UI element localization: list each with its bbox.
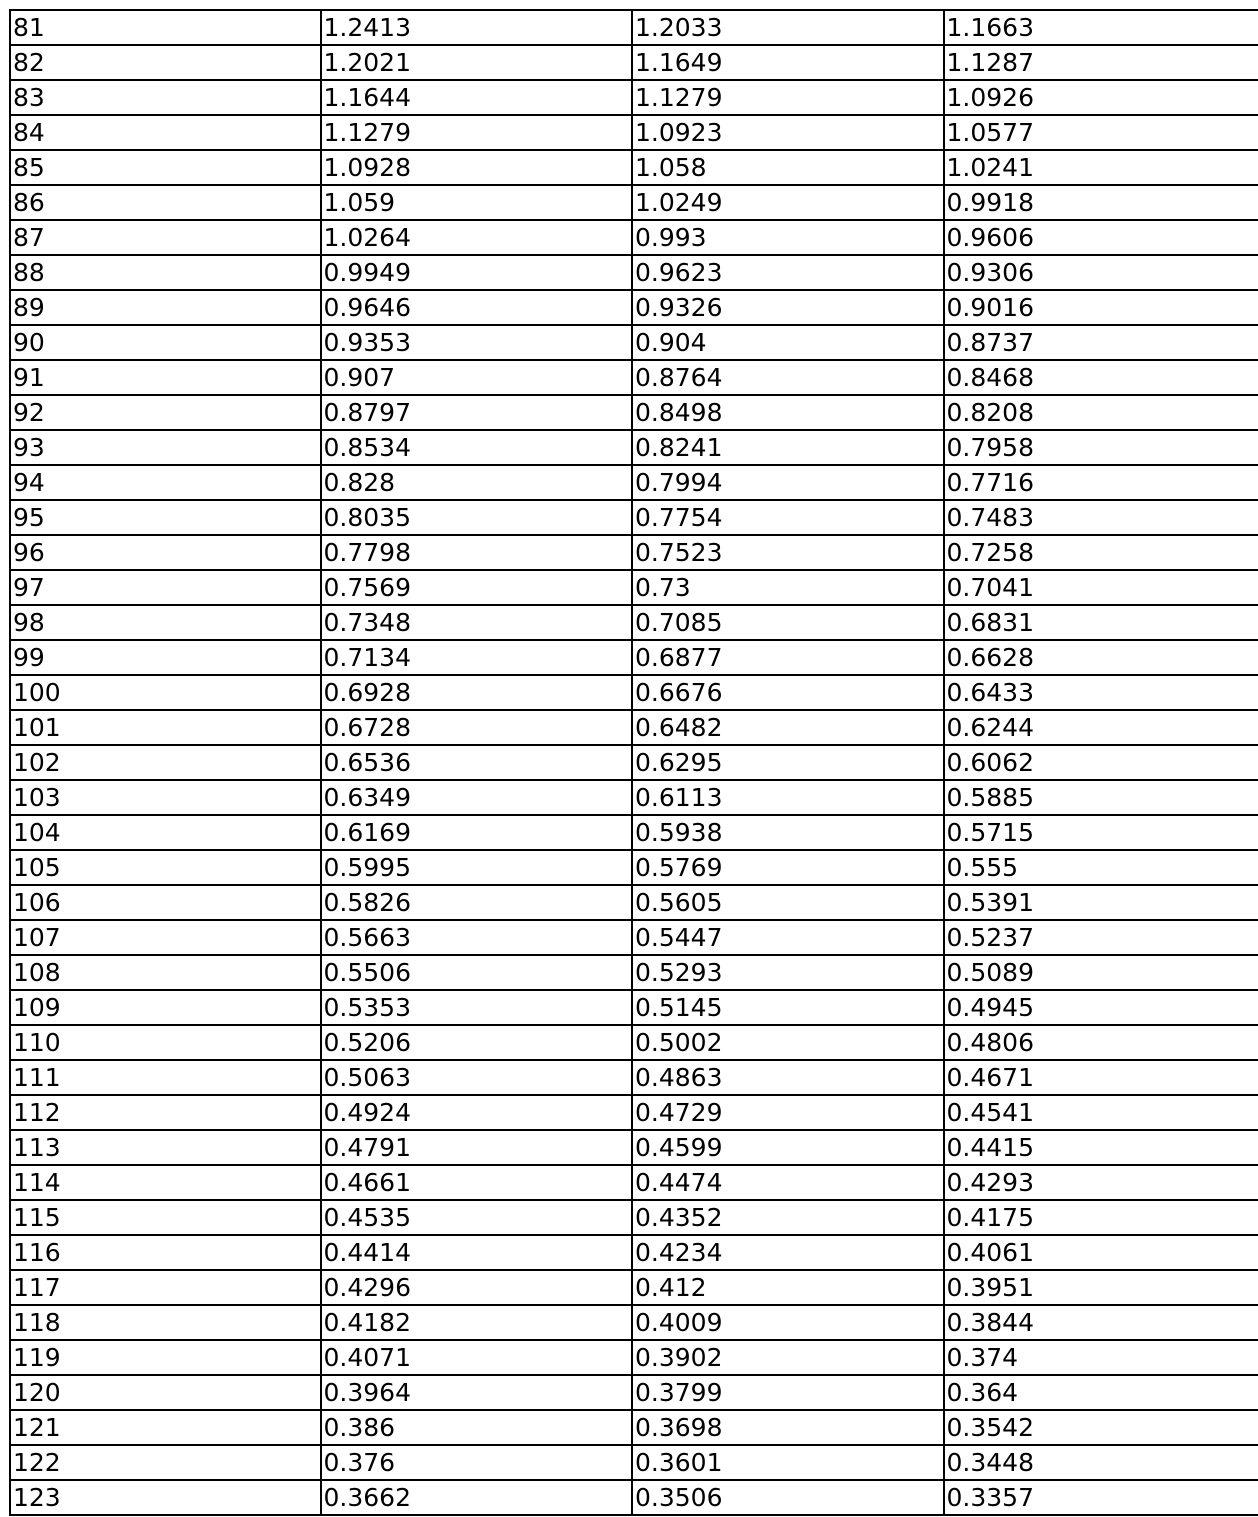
table-row	[11, 1096, 1258, 1131]
table-cell[interactable]: 0.8534	[322, 431, 634, 464]
table-cell[interactable]: 0.3698	[633, 1411, 945, 1444]
table-cell[interactable]: 0.9606	[946, 223, 1034, 252]
data-table	[9, 9, 1258, 1516]
table-cell[interactable]: 102	[11, 746, 322, 779]
table-cell[interactable]: 0.4791	[322, 1131, 634, 1164]
table-cell[interactable]: 0.4414	[322, 1236, 634, 1269]
table-cell[interactable]: 0.386	[322, 1411, 634, 1444]
table-cell[interactable]: 0.5715	[946, 818, 1034, 847]
table-cell[interactable]: 104	[11, 816, 322, 849]
table-row	[11, 256, 1258, 291]
table-row	[11, 431, 1258, 466]
table-cell[interactable]: 0.3601	[633, 1446, 945, 1479]
table-cell[interactable]: 0.5506	[322, 956, 634, 989]
table-cell[interactable]: 0.6113	[633, 781, 945, 814]
table-row	[11, 46, 1258, 81]
table-cell[interactable]: 0.4924	[322, 1096, 634, 1129]
table-cell[interactable]: 0.7569	[322, 571, 634, 604]
table-cell[interactable]: 1.2021	[322, 46, 634, 79]
table-cell[interactable]: 119	[11, 1341, 322, 1374]
table-cell[interactable]: 0.4599	[633, 1131, 945, 1164]
table-cell[interactable]: 0.5885	[946, 783, 1034, 812]
table-cell[interactable]: 0.5391	[946, 888, 1034, 917]
table-cell[interactable]: 0.3951	[946, 1273, 1034, 1302]
table-cell[interactable]: 0.4234	[633, 1236, 945, 1269]
table-cell[interactable]: 0.4945	[946, 993, 1034, 1022]
table-cell[interactable]: 1.0577	[946, 118, 1034, 147]
table-cell[interactable]: 91	[11, 361, 322, 394]
table-cell[interactable]: 0.5769	[633, 851, 945, 884]
table-cell[interactable]: 0.5995	[322, 851, 634, 884]
table-cell[interactable]: 87	[11, 221, 322, 254]
table-row	[11, 1061, 1258, 1096]
table-cell[interactable]: 0.7348	[322, 606, 634, 639]
table-cell[interactable]: 0.4293	[946, 1168, 1034, 1197]
table-cell[interactable]: 0.8764	[633, 361, 945, 394]
table-row	[11, 921, 1258, 956]
table-cell[interactable]: 100	[11, 676, 322, 709]
table-cell[interactable]: 0.3542	[946, 1413, 1034, 1442]
table-cell[interactable]: 0.4863	[633, 1061, 945, 1094]
table-cell[interactable]: 0.5002	[633, 1026, 945, 1059]
table-cell[interactable]: 0.904	[633, 326, 945, 359]
table-cell[interactable]: 114	[11, 1166, 322, 1199]
table-cell[interactable]: 0.993	[633, 221, 945, 254]
table-row	[11, 396, 1258, 431]
table-cell[interactable]: 0.6831	[946, 608, 1034, 637]
table-row	[11, 746, 1258, 781]
table-cell[interactable]: 90	[11, 326, 322, 359]
table-cell[interactable]: 0.376	[322, 1446, 634, 1479]
table-cell[interactable]: 0.5663	[322, 921, 634, 954]
table-cell[interactable]: 1.0928	[322, 151, 634, 184]
table-cell[interactable]: 97	[11, 571, 322, 604]
table-cell[interactable]: 86	[11, 186, 322, 219]
table-cell[interactable]: 0.6628	[946, 643, 1034, 672]
table-row	[11, 501, 1258, 536]
table-cell[interactable]: 0.8498	[633, 396, 945, 429]
table-cell[interactable]: 117	[11, 1271, 322, 1304]
table-cell[interactable]: 0.412	[633, 1271, 945, 1304]
table-cell[interactable]: 0.3662	[322, 1481, 634, 1514]
table-cell[interactable]: 0.6728	[322, 711, 634, 744]
table-cell[interactable]: 107	[11, 921, 322, 954]
table-cell[interactable]: 109	[11, 991, 322, 1024]
table-cell[interactable]: 115	[11, 1201, 322, 1234]
table-cell[interactable]: 0.6062	[946, 748, 1034, 777]
table-cell[interactable]: 0.3448	[946, 1448, 1034, 1477]
table-cell[interactable]: 89	[11, 291, 322, 324]
table-cell[interactable]: 82	[11, 46, 322, 79]
table-cell[interactable]: 0.4535	[322, 1201, 634, 1234]
table-cell[interactable]: 0.828	[322, 466, 634, 499]
table-cell[interactable]: 0.4806	[946, 1028, 1034, 1057]
table-cell[interactable]: 0.6349	[322, 781, 634, 814]
table-cell[interactable]: 0.3902	[633, 1341, 945, 1374]
table-cell[interactable]: 1.1279	[322, 116, 634, 149]
table-cell[interactable]: 83	[11, 81, 322, 114]
table-cell[interactable]: 0.5353	[322, 991, 634, 1024]
table-row	[11, 11, 1258, 46]
table-row	[11, 1131, 1258, 1166]
table-cell[interactable]: 1.059	[322, 186, 634, 219]
table-cell[interactable]: 0.5293	[633, 956, 945, 989]
table-cell[interactable]: 110	[11, 1026, 322, 1059]
table-cell[interactable]: 105	[11, 851, 322, 884]
table-row	[11, 781, 1258, 816]
table-cell[interactable]: 0.4352	[633, 1201, 945, 1234]
table-cell[interactable]: 0.6536	[322, 746, 634, 779]
table-cell[interactable]: 93	[11, 431, 322, 464]
table-cell[interactable]: 0.4175	[946, 1203, 1034, 1232]
table-row	[11, 641, 1258, 676]
table-cell[interactable]: 94	[11, 466, 322, 499]
table-cell[interactable]: 0.6928	[322, 676, 634, 709]
table-cell[interactable]: 0.7085	[633, 606, 945, 639]
table-cell[interactable]: 0.4541	[946, 1098, 1034, 1127]
table-cell[interactable]: 108	[11, 956, 322, 989]
table-cell[interactable]: 0.4296	[322, 1271, 634, 1304]
table-cell[interactable]: 84	[11, 116, 322, 149]
table-row	[11, 1166, 1258, 1201]
table-cell[interactable]: 0.7041	[946, 573, 1034, 602]
table-cell[interactable]: 1.1649	[633, 46, 945, 79]
table-cell[interactable]: 0.4474	[633, 1166, 945, 1199]
table-cell[interactable]: 95	[11, 501, 322, 534]
table-cell[interactable]: 98	[11, 606, 322, 639]
table-cell[interactable]: 0.5447	[633, 921, 945, 954]
table-cell[interactable]: 121	[11, 1411, 322, 1444]
table-cell[interactable]: 0.9949	[322, 256, 634, 289]
table-row	[11, 1306, 1258, 1341]
table-row	[11, 676, 1258, 711]
table-cell[interactable]: 111	[11, 1061, 322, 1094]
table-cell[interactable]: 0.4061	[946, 1238, 1034, 1267]
table-row	[11, 1201, 1258, 1236]
table-row	[11, 956, 1258, 991]
table-cell[interactable]: 1.0923	[633, 116, 945, 149]
table-cell[interactable]: 0.6676	[633, 676, 945, 709]
table-cell[interactable]: 0.4671	[946, 1063, 1034, 1092]
table-cell[interactable]: 0.7258	[946, 538, 1034, 567]
table-row	[11, 1341, 1258, 1376]
table-cell[interactable]: 0.4009	[633, 1306, 945, 1339]
table-cell[interactable]: 0.8737	[946, 328, 1034, 357]
table-cell[interactable]: 0.8797	[322, 396, 634, 429]
table-cell[interactable]: 0.9353	[322, 326, 634, 359]
table-cell[interactable]: 1.1287	[946, 48, 1034, 77]
table-cell[interactable]: 0.6295	[633, 746, 945, 779]
table-cell[interactable]: 0.7958	[946, 433, 1034, 462]
table-row	[11, 361, 1258, 396]
table-cell[interactable]: 0.5605	[633, 886, 945, 919]
table-row	[11, 991, 1258, 1026]
table-row	[11, 81, 1258, 116]
table-cell[interactable]: 0.7134	[322, 641, 634, 674]
table-row	[11, 571, 1258, 606]
table-cell[interactable]: 0.9326	[633, 291, 945, 324]
table-cell[interactable]: 0.4415	[946, 1133, 1034, 1162]
table-cell[interactable]: 0.5938	[633, 816, 945, 849]
table-cell[interactable]: 0.4182	[322, 1306, 634, 1339]
table-cell[interactable]: 1.2033	[633, 11, 945, 44]
table-cell[interactable]: 0.6244	[946, 713, 1034, 742]
table-row	[11, 1376, 1258, 1411]
table-cell[interactable]: 0.5206	[322, 1026, 634, 1059]
table-cell[interactable]: 0.907	[322, 361, 634, 394]
table-cell[interactable]: 0.3357	[946, 1483, 1034, 1512]
table-cell[interactable]: 0.5237	[946, 923, 1034, 952]
table-cell[interactable]: 0.8468	[946, 363, 1034, 392]
table-row	[11, 851, 1258, 886]
table-cell[interactable]: 118	[11, 1306, 322, 1339]
table-cell[interactable]: 103	[11, 781, 322, 814]
table-cell[interactable]: 0.8208	[946, 398, 1034, 427]
table-cell[interactable]: 1.1279	[633, 81, 945, 114]
table-cell[interactable]: 0.3844	[946, 1308, 1034, 1337]
table-cell[interactable]: 113	[11, 1131, 322, 1164]
table-cell[interactable]: 0.3506	[633, 1481, 945, 1514]
table-cell[interactable]: 106	[11, 886, 322, 919]
table-cell[interactable]: 0.364	[946, 1378, 1019, 1407]
table-cell[interactable]: 0.73	[633, 571, 945, 604]
table-cell[interactable]: 0.3964	[322, 1376, 634, 1409]
table-row	[11, 326, 1258, 361]
table-cell[interactable]: 99	[11, 641, 322, 674]
table-row	[11, 1446, 1258, 1481]
table-cell[interactable]: 0.5826	[322, 886, 634, 919]
table-cell[interactable]: 0.555	[946, 853, 1019, 882]
table-cell[interactable]: 1.0241	[946, 153, 1034, 182]
table-cell[interactable]: 1.0249	[633, 186, 945, 219]
table-cell[interactable]: 1.0926	[946, 83, 1034, 112]
table-cell[interactable]: 0.9306	[946, 258, 1034, 287]
table-row	[11, 536, 1258, 571]
table-cell[interactable]: 92	[11, 396, 322, 429]
table-row	[11, 1411, 1258, 1446]
table-cell[interactable]: 1.1663	[946, 13, 1034, 42]
table-cell[interactable]: 0.4071	[322, 1341, 634, 1374]
table-cell[interactable]: 0.8035	[322, 501, 634, 534]
table-cell[interactable]: 1.0264	[322, 221, 634, 254]
table-cell[interactable]: 120	[11, 1376, 322, 1409]
table-cell[interactable]: 0.4661	[322, 1166, 634, 1199]
table-cell[interactable]: 1.1644	[322, 81, 634, 114]
table-cell[interactable]: 0.7523	[633, 536, 945, 569]
table-cell[interactable]: 0.7798	[322, 536, 634, 569]
table-cell[interactable]: 0.6877	[633, 641, 945, 674]
table-row	[11, 291, 1258, 326]
table-row	[11, 711, 1258, 746]
table-cell[interactable]: 0.9918	[946, 188, 1034, 217]
table-cell[interactable]: 0.374	[946, 1343, 1019, 1372]
table-cell[interactable]: 0.9646	[322, 291, 634, 324]
table-cell[interactable]: 112	[11, 1096, 322, 1129]
table-row	[11, 886, 1258, 921]
table-cell[interactable]: 88	[11, 256, 322, 289]
table-cell[interactable]: 0.4729	[633, 1096, 945, 1129]
table-row	[11, 1271, 1258, 1306]
table-cell[interactable]: 0.7994	[633, 466, 945, 499]
table-row	[11, 151, 1258, 186]
table-cell[interactable]: 123	[11, 1481, 322, 1514]
table-cell[interactable]: 0.7716	[946, 468, 1034, 497]
table-cell[interactable]: 0.5063	[322, 1061, 634, 1094]
table-cell[interactable]: 96	[11, 536, 322, 569]
table-cell[interactable]: 116	[11, 1236, 322, 1269]
table-cell[interactable]: 122	[11, 1446, 322, 1479]
table-cell[interactable]: 85	[11, 151, 322, 184]
table-row	[11, 816, 1258, 851]
table-cell[interactable]: 0.5145	[633, 991, 945, 1024]
table-cell[interactable]: 101	[11, 711, 322, 744]
table-cell[interactable]: 0.6169	[322, 816, 634, 849]
table-row	[11, 466, 1258, 501]
table-row	[11, 606, 1258, 641]
table-row	[11, 116, 1258, 151]
table-cell[interactable]: 0.7754	[633, 501, 945, 534]
table-cell[interactable]: 0.6433	[946, 678, 1034, 707]
table-cell[interactable]: 1.058	[633, 151, 945, 184]
table-row	[11, 186, 1258, 221]
table-cell[interactable]: 0.9016	[946, 293, 1034, 322]
table-cell[interactable]: 0.9623	[633, 256, 945, 289]
table-row	[11, 1481, 1258, 1516]
table-cell[interactable]: 0.6482	[633, 711, 945, 744]
table-row	[11, 221, 1258, 256]
table-cell[interactable]: 0.5089	[946, 958, 1034, 987]
table-cell[interactable]: 0.3799	[633, 1376, 945, 1409]
table-row	[11, 1026, 1258, 1061]
table-cell[interactable]: 0.7483	[946, 503, 1034, 532]
table-cell[interactable]: 81	[11, 11, 322, 44]
table-row	[11, 1236, 1258, 1271]
table-cell[interactable]: 0.8241	[633, 431, 945, 464]
table-cell[interactable]: 1.2413	[322, 11, 634, 44]
